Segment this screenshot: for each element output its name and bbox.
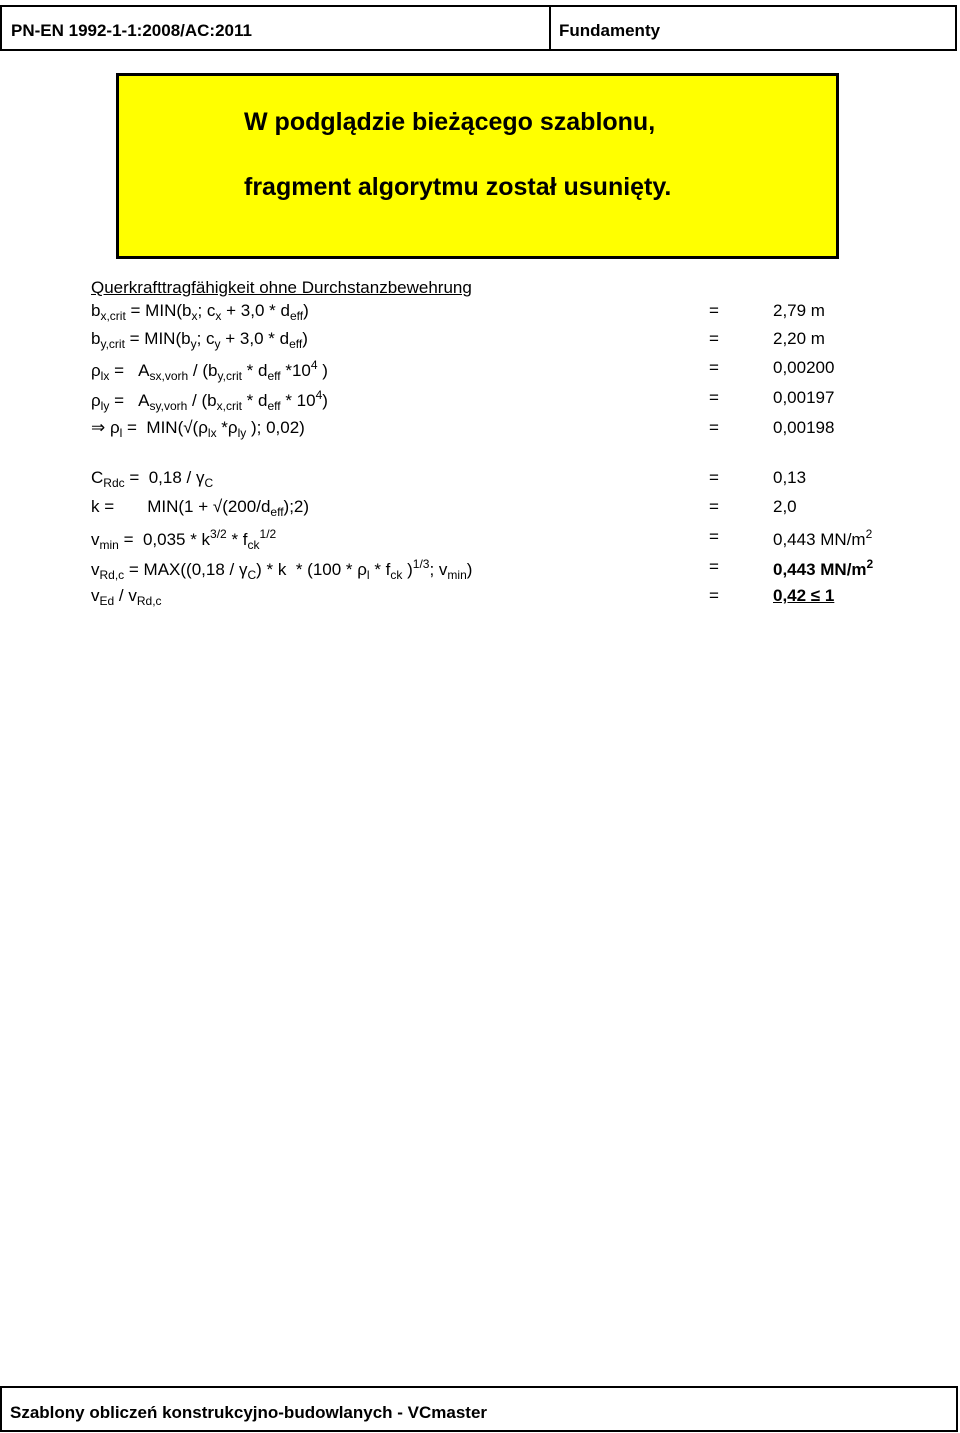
value-v-min-wrap: 0,443 $MN/m^2$ bbox=[773, 527, 873, 549]
formula-row-v-rdc: $v_{Rd,c} = MAX((0,18 / \gamma_C) * k * (100 * \rho_l * f_{ck}$ )$^{1/3}$; $v_{min}$) = 0,443 $MN/m^2$ bbox=[91, 557, 874, 582]
header-topic-cell bbox=[549, 5, 957, 51]
formula-v-rdc: $v_{Rd,c} = MAX((0,18 / \gamma_C) * k * (100 * \rho_l * f_{ck}$ )$^{1/3}$; $v_{min}$) bbox=[91, 557, 473, 582]
formula-row-rho-ly: $\rho_{ly} = A_{sy,vorh} / (b_{x,crit} * d_{eff} * 10^4)$ = 0,00197 bbox=[91, 388, 835, 413]
section-title: Querkrafttragfähigkeit ohne Durchstanzbewehrung bbox=[91, 278, 472, 297]
formula-c-rdc: $C_{Rdc} = 0,18 / \gamma_C$ bbox=[91, 468, 214, 490]
header-standard-cell bbox=[0, 5, 551, 51]
formula-row-k: k = $MIN(1 + √(200/d_{eff});2)$ = 2,0 bbox=[91, 497, 797, 519]
value-k: 2,0 bbox=[773, 497, 797, 516]
value-v-rdc: 0,443 MN/m bbox=[773, 560, 867, 579]
removed-algorithm-notice bbox=[116, 73, 839, 259]
formula-row-bxcrit: $b_{x,crit} = MIN(b_x$; $c_x + 3,0 * d_{eff}$) = 2,79 m bbox=[91, 301, 825, 323]
value-c-rdc: 0,13 bbox=[773, 468, 807, 487]
formula-v-min: $v_{min} = 0,035 * k^{3/2} * f_{ck}^{1/2}$ bbox=[91, 527, 277, 552]
page-header bbox=[0, 5, 960, 51]
value-v-rdc-wrap: 0,443 $MN/m^2$ bbox=[773, 557, 874, 579]
formula-row-rho-l: ⇒ $\rho_l = MIN(√(\rho_{lx}$ $*\rho_{ly}$ ); 0,02) = 0,00198 bbox=[91, 418, 835, 440]
notice-line-1: W podglądzie bieżącego szablonu, bbox=[244, 108, 656, 136]
value-rho-ly: 0,00197 bbox=[773, 388, 835, 407]
value-bxcrit: 2,79 m bbox=[773, 301, 825, 320]
formula-k: k = $MIN(1 + √(200/d_{eff});2)$ bbox=[91, 497, 310, 519]
formula-row-rho-lx: $\rho_{lx} = A_{sx,vorh} / (b_{y,crit} * d_{eff}$ $*10^4$ ) = 0,00200 bbox=[91, 358, 835, 383]
formula-row-ratio: $v_{Ed} / v_{Rd,c}$ = 0,42 ≤ 1 bbox=[91, 586, 835, 608]
formula-bxcrit: $b_{x,crit} = MIN(b_x$; $c_x + 3,0 * d_{eff}$) bbox=[91, 301, 309, 323]
header-topic: Fundamenty bbox=[559, 21, 661, 40]
value-ratio: 0,42 ≤ 1 bbox=[773, 586, 835, 605]
header-standard: PN-EN 1992-1-1:2008/AC:2011 bbox=[11, 21, 252, 40]
formula-ratio: $v_{Ed} / v_{Rd,c}$ bbox=[91, 586, 162, 608]
formula-rho-l: ⇒ $\rho_l = MIN(√(\rho_{lx}$ $*\rho_{ly}$ ); 0,02) bbox=[91, 418, 305, 440]
formula-row-v-min: $v_{min} = 0,035 * k^{3/2} * f_{ck}^{1/2}$ = 0,443 $MN/m^2$ bbox=[91, 527, 873, 552]
value-bycrit: 2,20 m bbox=[773, 329, 825, 348]
formula-rho-ly: $\rho_{ly} = A_{sy,vorh} / (b_{x,crit} * d_{eff} * 10^4)$ bbox=[91, 388, 328, 413]
footer-text: Szablony obliczeń konstrukcyjno-budowlanych - VCmaster bbox=[10, 1403, 488, 1422]
page-footer bbox=[0, 1386, 958, 1432]
value-v-min: 0,443 MN/m bbox=[773, 530, 866, 549]
formula-row-c-rdc: $C_{Rdc} = 0,18 / \gamma_C$ = 0,13 bbox=[91, 468, 807, 490]
formula-rho-lx: $\rho_{lx} = A_{sx,vorh} / (b_{y,crit} * d_{eff}$ $*10^4$ ) bbox=[91, 358, 328, 383]
value-rho-lx: 0,00200 bbox=[773, 358, 835, 377]
formula-bycrit: $b_{y,crit} = MIN(b_y$; $c_y + 3,0 * d_{eff}$) bbox=[91, 329, 308, 351]
value-rho-l: 0,00198 bbox=[773, 418, 835, 437]
formula-row-bycrit: $b_{y,crit} = MIN(b_y$; $c_y + 3,0 * d_{eff}$) = 2,20 m bbox=[91, 329, 825, 351]
notice-line-2: fragment algorytmu został usunięty. bbox=[244, 173, 672, 201]
